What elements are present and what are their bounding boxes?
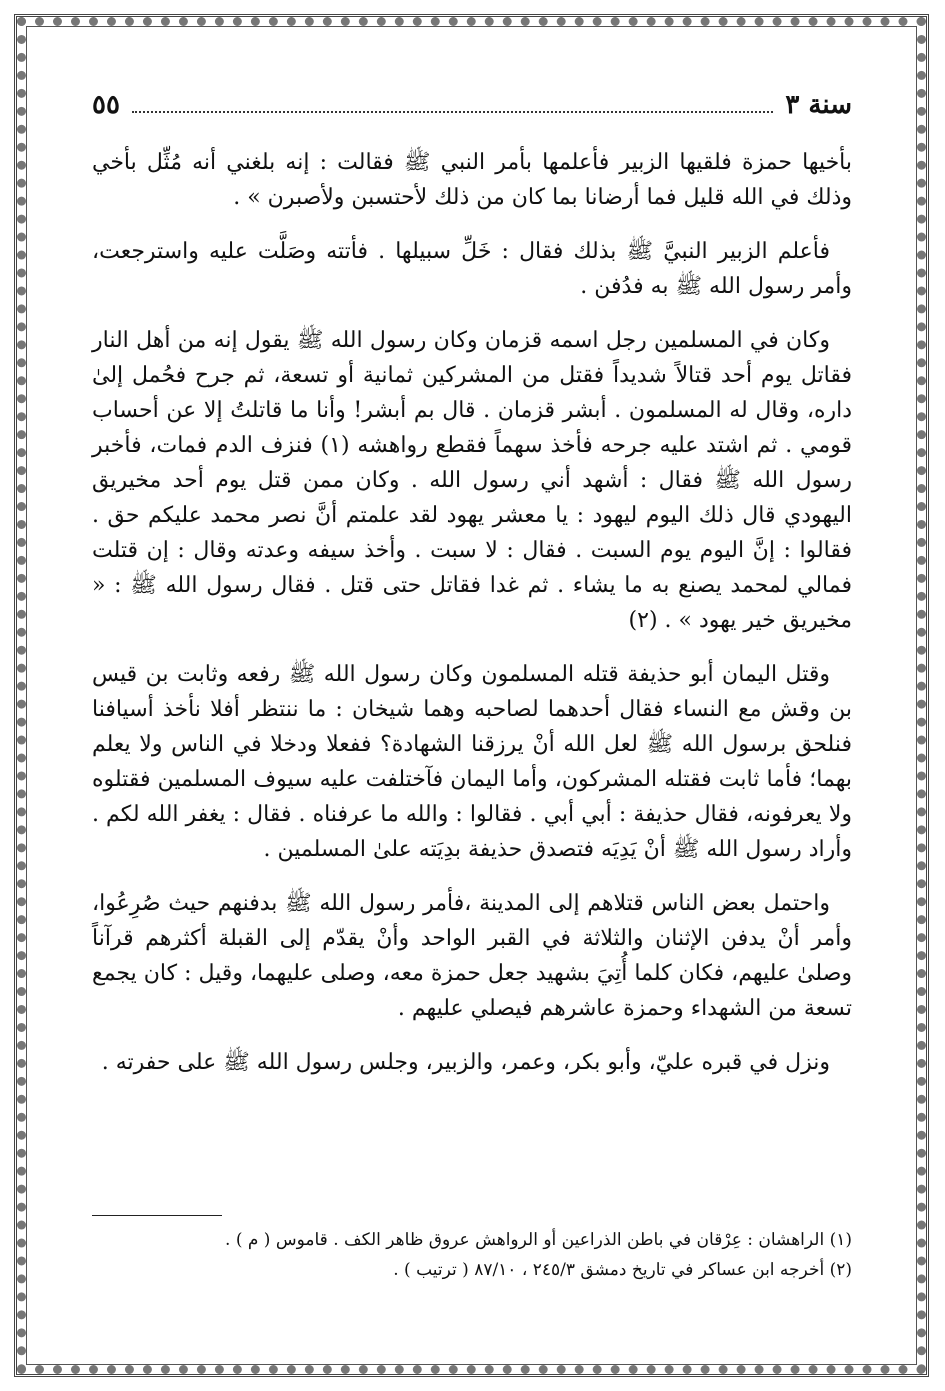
page-content: [92, 85, 852, 1345]
paragraph: فأعلم الزبير النبيَّ ﷺ بذلك فقال : خَلِّ سبيلها . فأتته وصَلَّت عليه واسترجعت، وأمر رسول الله ﷺ به فدُفن .: [92, 239, 852, 299]
footnote: (١) الراهشان : عِرْقان في باطن الذراعين أو الرواهش عروق ظاهر الكف . قاموس ( م ) .: [225, 1230, 852, 1250]
paragraph: وقتل اليمان أبو حذيفة قتله المسلمون وكان رسول الله ﷺ رفعه وثابت بن قيس بن وقش مع النساء فقال أحدهما لصاحبه وهما شيخان : ما ننتظر أفلا نأخذ أسيافنا فنلحق برسول الله ﷺ لعل الله أنْ يرزقنا الشهادة؟ ففعلا ودخلا في الناس ولا يعلم بهما؛ فأما ثابت فقتله المشركون، وأما اليمان فآختلفت عليه سيوف المسلمين فقتلوه ولا يعرفونه، فقال حذيفة : أبي أبي . فقالوا : والله ما عرفناه . فقال : يغفر الله لكم . وأراد رسول الله ﷺ أنْ يَدِيَه فتصدق حذيفة بدِيَته علىٰ المسلمين .: [92, 662, 852, 862]
paragraph: ونزل في قبره عليّ، وأبو بكر، وعمر، والزبير، وجلس رسول الله ﷺ على حفرته .: [101, 1050, 830, 1075]
running-header: [92, 85, 852, 125]
chapter-title: سنة ٣: [785, 90, 852, 120]
body-text: [92, 145, 852, 1099]
paragraph: واحتمل بعض الناس قتلاهم إلى المدينة ،فأمر رسول الله ﷺ بدفنهم حيث صُرِعُوا، وأمر أنْ يدفن الإثنان والثلاثة في القبر الواحد وأنْ يقدّم إلى القبلة أكثرهم قرآناً وصلىٰ عليهم، فكان كلما أُتِيَ بشهيد جعل حمزة معه، وصلى عليهما، وقيل : كان يجمع تسعة من الشهداء وحمزة عاشرهم فيصلي عليهم .: [92, 891, 852, 1021]
header-dotted-leader: [132, 97, 773, 113]
footnote-separator: [92, 1215, 222, 1216]
footnote: (٢) أخرجه ابن عساكر في تاريخ دمشق ٢٤٥/٣ ، ٨٧/١٠ ( ترتيب ) .: [393, 1260, 852, 1280]
paragraph: بأخيها حمزة فلقيها الزبير فأعلمها بأمر النبي ﷺ فقالت : إنه بلغني أنه مُثِّل بأخي وذلك في الله قليل فما أرضانا بما كان من ذلك لأحتسبن ولأصبرن » .: [92, 150, 852, 210]
page-number: ٥٥: [92, 90, 120, 120]
footnotes: [92, 1225, 852, 1285]
paragraph: وكان في المسلمين رجل اسمه قزمان وكان رسول الله ﷺ يقول إنه من أهل النار فقاتل يوم أحد قتالاً شديداً فقتل من المشركين ثمانية أو تسعة، ثم جرح فحُمل إلىٰ داره، وقال له المسلمون . أبشر قزمان . قال بم أبشر! وأنا ما قاتلتُ إلا عن أحساب قومي . ثم اشتد عليه جرحه فأخذ سهماً فقطع رواهشه (١) فنزف الدم فمات، فأخبر رسول الله ﷺ فقال : أشهد أني رسول الله . وكان ممن قتل يوم أحد مخيريق اليهودي قال ذلك اليوم ليهود : يا معشر يهود لقد علمتم أنَّ نصر محمد عليكم حق . فقالوا : إنَّ اليوم يوم السبت . فقال : لا سبت . وأخذ سيفه وعدته وقال : إن قتلت فمالي لمحمد يصنع به ما يشاء . ثم غدا فقاتل حتى قتل . فقال رسول الله ﷺ : « مخيريق خير يهود » . (٢): [92, 328, 852, 633]
